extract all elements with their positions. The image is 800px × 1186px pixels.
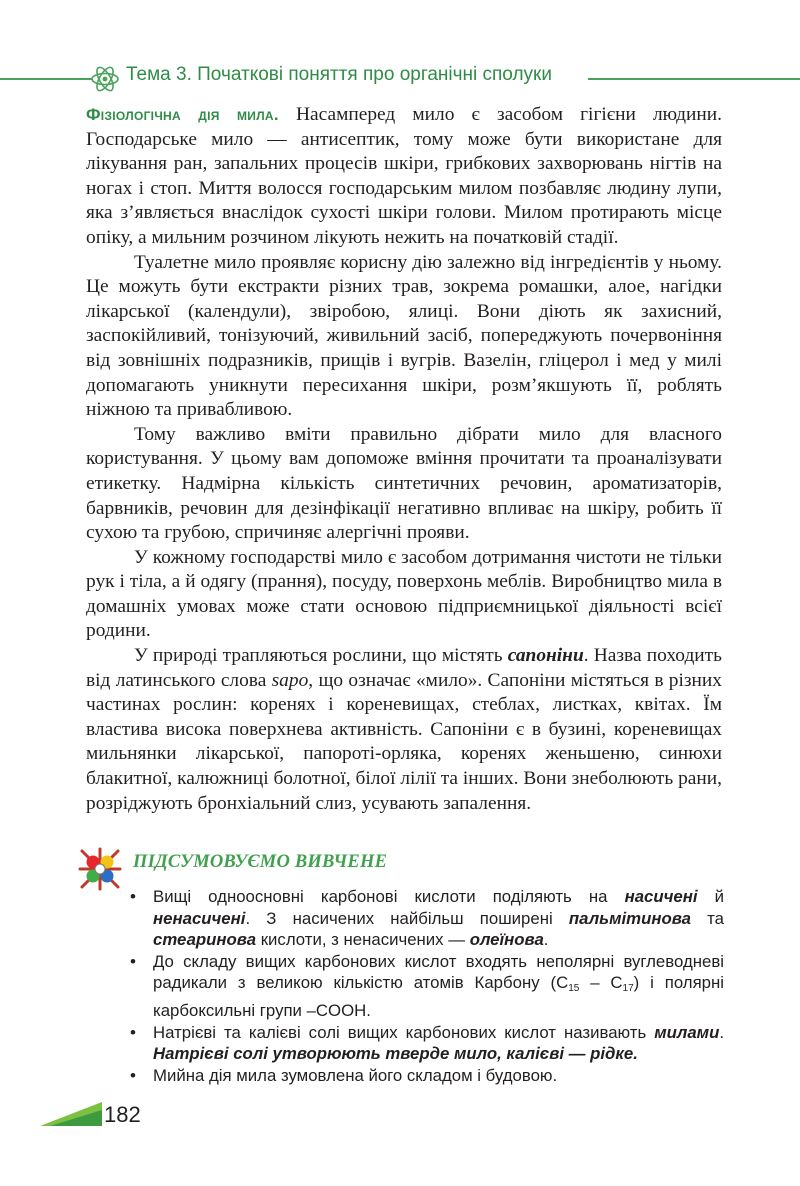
paragraph-physiological-action bbox=[86, 103, 722, 251]
latin-word: sapo bbox=[271, 669, 309, 691]
atom-icon bbox=[90, 64, 120, 94]
header-rule-left bbox=[0, 78, 92, 80]
summary-list bbox=[124, 886, 724, 1086]
molecule-icon bbox=[76, 845, 124, 893]
paragraph-household: У кожному господарстві мило є засобом дотримання чистоти не тільки рук і тіла, а й одягу (прання), посуду, поверхонь меблів. Виробництво мила в домашніх умовах може стати основою підприємницької діяльності всієї родини. bbox=[86, 546, 722, 642]
paragraph-toilet-soap: Туалетне мило проявляє корисну дію залежно від інгредієнтів у ньому. Це можуть бути екстракти різних трав, зокрема ромашки, алое, нагідки лікарської (календули), звіробою, ялиці. Вони діють як захисний, заспокійливий, тонізуючий, живильний засіб, попереджують почервоніння від зовнішніх подразників, прищів і вугрів. Вазелін, гліцерол і мед у милі допомагають уникнути пересихання шкіри, розм’якшують її, роблять ніжною та привабливою. bbox=[86, 251, 722, 421]
summary-title: ПІДСУМОВУЄМО ВИВЧЕНЕ bbox=[133, 852, 388, 872]
paragraph-saponins: У природі трапляються рослини, що містять сапоніни. Назва походить від латинського слова sapo, що означає «мило». Сапоніни містяться в різних частинах рослин: коренях і кореневищах, стеблах, листках, квітах. Їм властива висока поверхнева активність. Сапоніни є в бузині, кореневищах мильнянки лікарської, папороті-орляка, коренях женьшеню, синюхи блакитної, калюжниці болотної, білої лілії та інших. Вони знеболюють рани, розріджують бронхіальний слиз, усувають запалення. bbox=[86, 645, 723, 814]
list-item: • Вищі одноосновні карбонові кислоти поділяють на насичені й ненасичені. З насичених найбільш поширені пальмітинова та стеаринова кислоти, з ненасичених — олеїнова. bbox=[124, 886, 724, 951]
paragraph-choose-soap: Тому важливо вміти правильно дібрати мило для власного користування. У цьому вам допоможе вміння прочитати та проаналізувати етикетку. Надмірна кількість синтетичних речовин, ароматизаторів, барвників, речовин для дезінфікації негативно впливає на шкіру, робить її сухою та грубою, спричиняє алергічні прояви. bbox=[86, 423, 722, 544]
term-saponins: сапоніни bbox=[507, 645, 584, 667]
page-number: 182 bbox=[104, 1102, 141, 1127]
header-title: Тема 3. Початкові поняття про органічні сполуки bbox=[126, 64, 552, 85]
page-corner-decoration bbox=[40, 1100, 102, 1128]
running-header bbox=[0, 62, 800, 92]
paragraph-text: Насамперед мило є засобом гігієни людини. Господарське мило — антисептик, тому може бути використане для лікування ран, запальних процесів шкіри, грибкових захворювань нігтів на ногах і стоп. Миття волосся господарським милом позбавляє людину лупи, яка з’являється внаслідок сухості шкіри голови. Милом протирають місце опіку, а мильним розчином лікують нежить на початковій стадії. bbox=[86, 104, 723, 248]
list-item: • Мийна дія мила зумовлена його складом і будовою. bbox=[124, 1065, 724, 1087]
list-item: • До складу вищих карбонових кислот входять неполярні вуглеводневі радикали з великою кількістю атомів Карбону $(C_{15} - C_{17})$ і полярні карбоксильні групи –COOH. bbox=[124, 951, 724, 1022]
paragraph-lead: Фізіологічна дія мила. bbox=[86, 105, 279, 124]
main-text bbox=[86, 103, 722, 816]
header-rule-right bbox=[588, 78, 800, 80]
list-item: • Натрієві та калієві солі вищих карбонових кислот називають милами. Натрієві солі утворюють тверде мило, калієві — рідке. bbox=[124, 1022, 724, 1065]
